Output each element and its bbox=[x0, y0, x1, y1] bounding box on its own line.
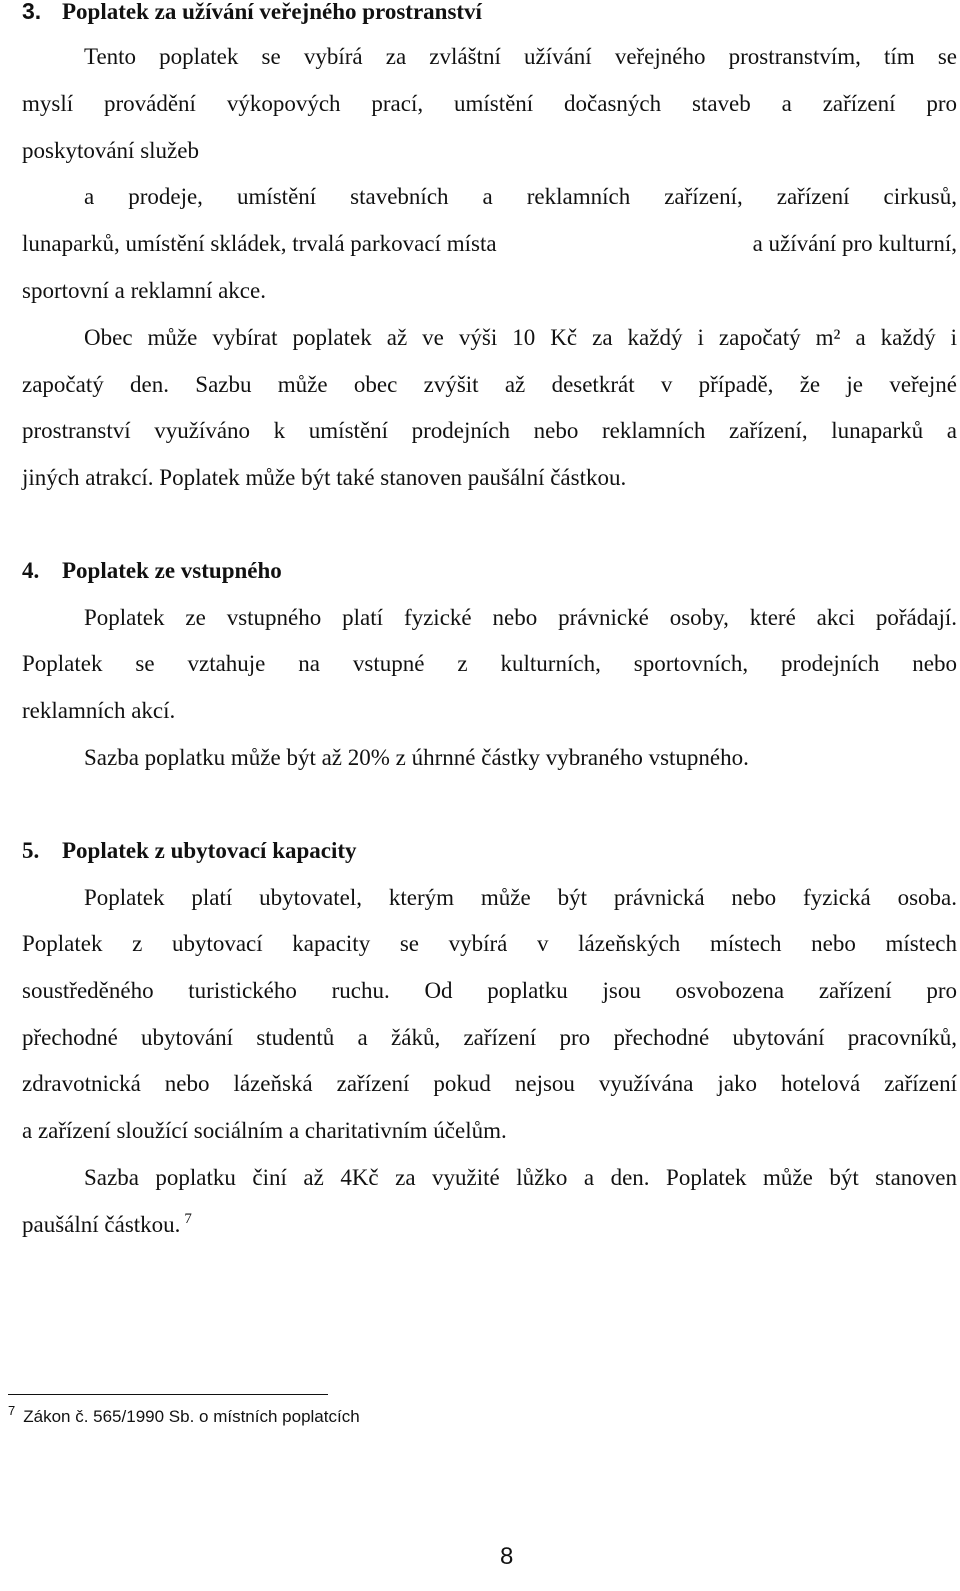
paragraph-line: a užívání pro kulturní, bbox=[752, 231, 957, 256]
paragraph-text: paušální částkou. bbox=[22, 1212, 181, 1237]
paragraph-line: jiných atrakcí. Poplatek může být také stanoven paušální částkou. bbox=[22, 465, 627, 490]
paragraph-line: Poplatek ze vstupného platí fyzické nebo právnické osoby, které akci pořádají. bbox=[84, 605, 957, 630]
section-heading bbox=[22, 0, 957, 27]
paragraph-line: a zařízení sloužící sociálním a charitativním účelům. bbox=[22, 1118, 507, 1143]
section-title: Poplatek za užívání veřejného prostranství bbox=[62, 0, 482, 24]
page-number: 8 bbox=[500, 1543, 514, 1570]
paragraph-line: Poplatek platí ubytovatel, kterým může být právnická nebo fyzická osoba. bbox=[84, 885, 957, 910]
section-number: 5. bbox=[22, 838, 40, 863]
footnote-text: Zákon č. 565/1990 Sb. o místních poplatcích bbox=[23, 1407, 360, 1426]
paragraph-line: Sazba poplatku může být až 20% z úhrnné částky vybraného vstupného. bbox=[84, 745, 749, 770]
paragraph-line: poskytování služeb bbox=[22, 138, 199, 163]
section-title: Poplatek z ubytovací kapacity bbox=[62, 838, 357, 863]
paragraph-line bbox=[22, 1210, 957, 1240]
paragraph-line: soustředěného turistického ruchu. Od poplatku jsou osvobozena zařízení pro bbox=[22, 978, 957, 1003]
paragraph-line: myslí provádění výkopových prací, umístění dočasných staveb a zařízení pro bbox=[22, 91, 957, 116]
footnote-reference[interactable]: 7 bbox=[184, 1211, 192, 1228]
paragraph-line: Tento poplatek se vybírá za zvláštní užívání veřejného prostranstvím, tím se bbox=[84, 44, 957, 69]
section-number: 3. bbox=[22, 0, 42, 24]
paragraph-line: a prodeje, umístění stavebních a reklamních zařízení, zařízení cirkusů, bbox=[84, 184, 957, 209]
section-title: Poplatek ze vstupného bbox=[62, 558, 282, 583]
paragraph-line: započatý den. Sazbu může obec zvýšit až desetkrát v případě, že je veřejné bbox=[22, 372, 957, 397]
footnote bbox=[8, 1405, 360, 1429]
paragraph-line: sportovní a reklamní akce. bbox=[22, 278, 266, 303]
paragraph-line: lunaparků, umístění skládek, trvalá parkovací místa bbox=[22, 231, 497, 256]
paragraph-line: reklamních akcí. bbox=[22, 698, 176, 723]
section-heading bbox=[22, 556, 957, 586]
footnote-mark: 7 bbox=[8, 1403, 16, 1419]
paragraph-line: přechodné ubytování studentů a žáků, zařízení pro přechodné ubytování pracovníků, bbox=[22, 1025, 957, 1050]
paragraph-line: Sazba poplatku činí až 4Kč za využité lůžko a den. Poplatek může být stanoven bbox=[84, 1165, 957, 1190]
paragraph-line: Poplatek z ubytovací kapacity se vybírá v lázeňských místech nebo místech bbox=[22, 931, 957, 956]
paragraph-line: Poplatek se vztahuje na vstupné z kulturních, sportovních, prodejních nebo bbox=[22, 651, 957, 676]
paragraph-line: prostranství využíváno k umístění prodejních nebo reklamních zařízení, lunaparků a bbox=[22, 418, 957, 443]
footnote-separator bbox=[8, 1394, 328, 1395]
section-number: 4. bbox=[22, 558, 40, 583]
paragraph-line: zdravotnická nebo lázeňská zařízení pokud nejsou využívána jako hotelová zařízení bbox=[22, 1071, 957, 1096]
section-heading bbox=[22, 836, 957, 866]
paragraph-line: Obec může vybírat poplatek až ve výši 10 Kč za každý i započatý m² a každý i bbox=[84, 325, 957, 350]
